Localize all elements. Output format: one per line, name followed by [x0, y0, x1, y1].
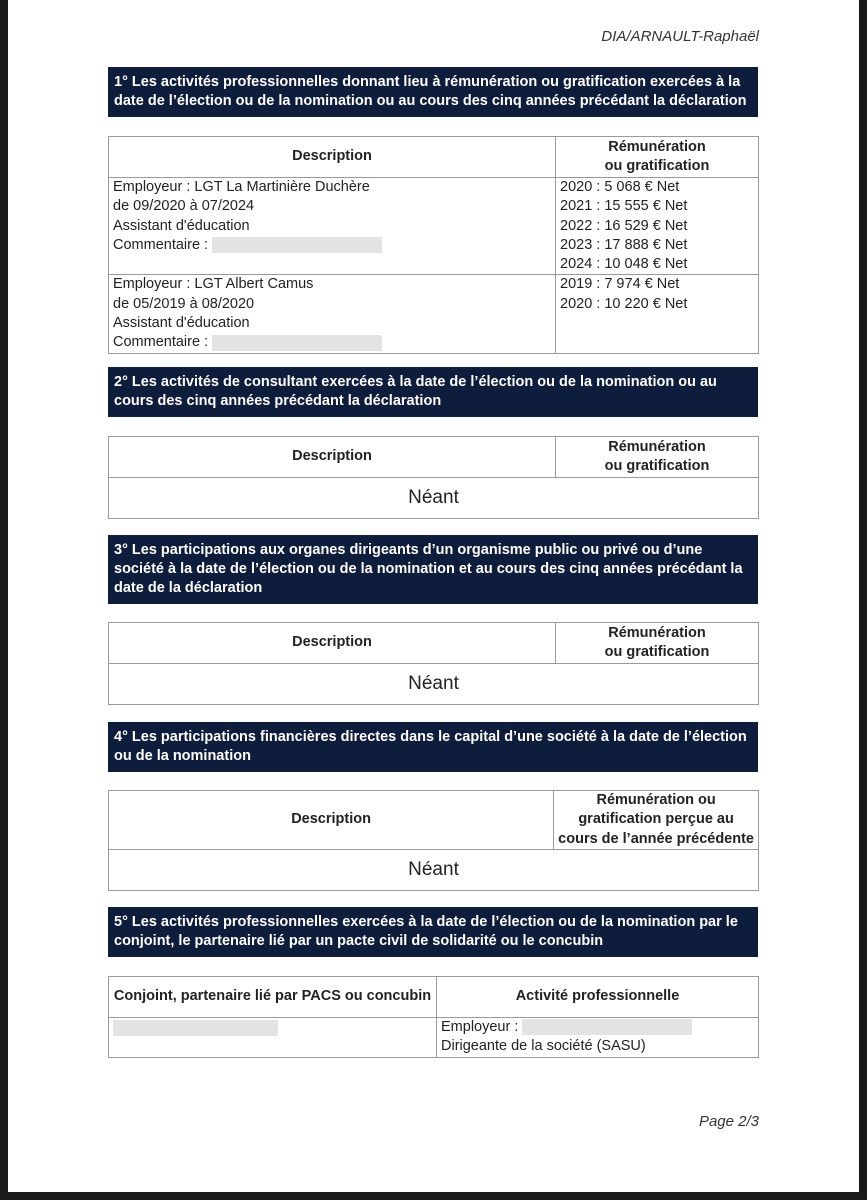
section-4-title: 4° Les participations financières directes dans le capital d’une société à la date de l’élection ou de la nomination — [108, 722, 758, 772]
remuneration-header: Rémunération ou gratification — [556, 137, 759, 178]
neant-value: Néant — [109, 478, 759, 519]
row-amounts: 2020 : 5 068 € Net 2021 : 15 555 € Net 2022 : 16 529 € Net 2023 : 17 888 € Net 2024 : 10 048 € Net — [556, 178, 759, 275]
spouse-header: Conjoint, partenaire lié par PACS ou concubin — [109, 977, 437, 1018]
row-description: Employeur : LGT La Martinière Duchère de 09/2020 à 07/2024 Assistant d'éducation Commentaire : — [109, 178, 556, 275]
neant-value: Néant — [109, 664, 759, 705]
section-3-title: 3° Les participations aux organes dirigeants d’un organisme public ou privé ou d’une société à la date de l’élection ou de la nomination et au cours des cinq années précédant la date de la déclaration — [108, 535, 758, 604]
table-row — [109, 1018, 759, 1058]
table-row — [109, 275, 759, 353]
document-page — [8, 0, 859, 1192]
redacted-comment — [212, 237, 382, 253]
description-header: Description — [109, 137, 556, 178]
redacted-spouse-name — [113, 1020, 278, 1036]
activity-cell: Employeur : Dirigeante de la société (SASU) — [437, 1018, 759, 1058]
section-4-table — [108, 790, 759, 891]
section-1-table — [108, 136, 759, 354]
table-row — [109, 178, 759, 275]
section-2-title: 2° Les activités de consultant exercées à la date de l’élection ou de la nomination ou au cours des cinq années précédant la déclaration — [108, 367, 758, 417]
section-5-title: 5° Les activités professionnelles exercées à la date de l’élection ou de la nomination par le conjoint, le partenaire lié par un pacte civil de solidarité ou le concubin — [108, 907, 758, 957]
page-number: Page 2/3 — [698, 1113, 759, 1130]
remuneration-header: Rémunération ou gratification — [556, 623, 759, 664]
activity-header: Activité professionnelle — [437, 977, 759, 1018]
description-header: Description — [109, 437, 556, 478]
remuneration-header: Rémunération ou gratification perçue au cours de l’année précédente — [554, 791, 759, 850]
section-2-table — [108, 436, 759, 519]
row-description: Employeur : LGT Albert Camus de 05/2019 à 08/2020 Assistant d'éducation Commentaire : — [109, 275, 556, 353]
row-amounts: 2019 : 7 974 € Net 2020 : 10 220 € Net — [556, 275, 759, 353]
neant-value: Néant — [109, 849, 759, 890]
spouse-cell — [109, 1018, 437, 1058]
section-5-table — [108, 976, 759, 1058]
section-1-title: 1° Les activités professionnelles donnant lieu à rémunération ou gratification exercées à la date de l’élection ou de la nomination ou au cours des cinq années précédant la déclaration — [108, 67, 758, 117]
declarant-reference: DIA/ARNAULT-Raphaël — [601, 28, 759, 45]
description-header: Description — [109, 623, 556, 664]
description-header: Description — [109, 791, 554, 850]
section-3-table — [108, 622, 759, 705]
redacted-comment — [212, 335, 382, 351]
remuneration-header: Rémunération ou gratification — [556, 437, 759, 478]
redacted-employer — [522, 1019, 692, 1035]
